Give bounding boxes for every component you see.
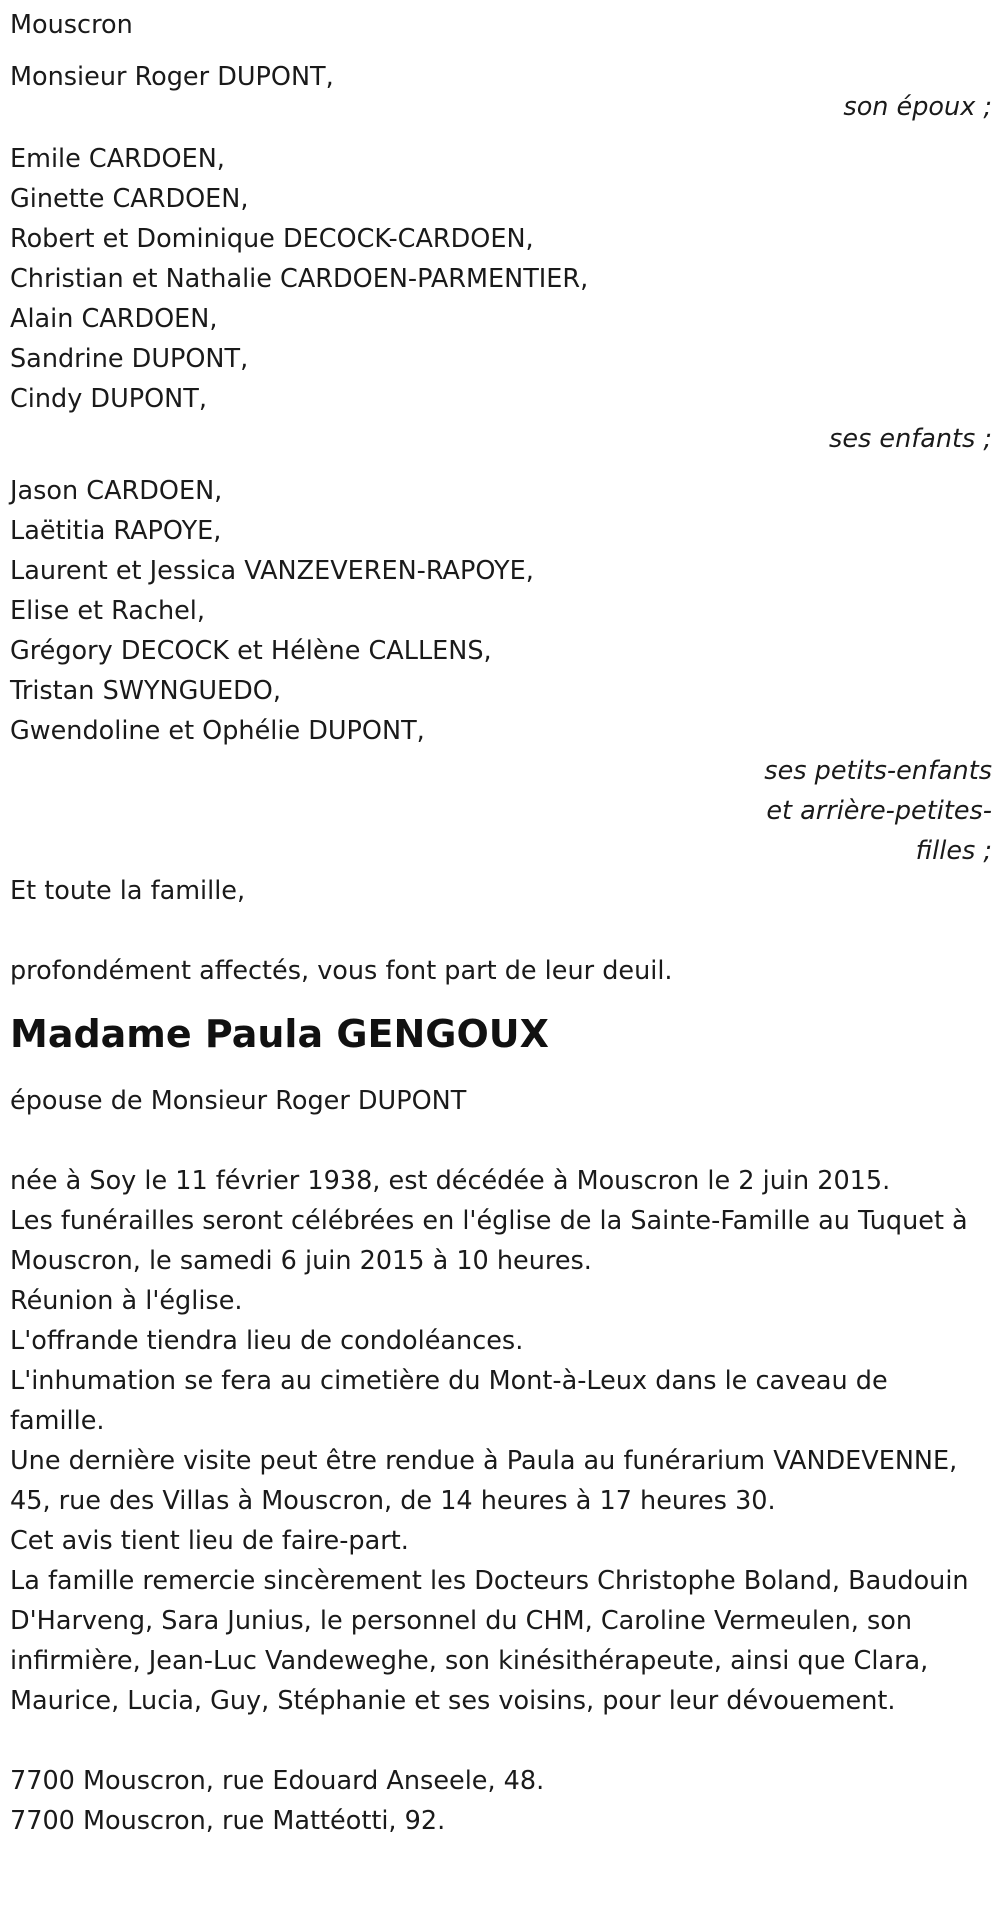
paragraph: Réunion à l'église.	[10, 1286, 243, 1316]
address: 7700 Mouscron, rue Mattéotti, 92.	[10, 1806, 446, 1836]
child-name: Cindy DUPONT,	[10, 384, 207, 414]
grandchild-name: Grégory DECOCK et Hélène CALLENS,	[10, 636, 492, 666]
grandchild-name: Elise et Rachel,	[10, 596, 205, 626]
addresses	[10, 1761, 992, 1841]
children-list	[10, 139, 992, 419]
location: Mouscron	[10, 10, 133, 40]
whole-family: Et toute la famille,	[10, 876, 246, 906]
paragraph: Les funérailles seront célébrées en l'église de la Sainte-Famille au Tuquet à Mouscron, le samedi 6 juin 2015 à 10 heures.	[10, 1206, 968, 1276]
obituary-text	[10, 5, 992, 1841]
grandchild-name: Tristan SWYNGUEDO,	[10, 676, 281, 706]
grandchildren-relation-line: filles ;	[915, 836, 992, 866]
children-relation: ses enfants ;	[829, 424, 992, 454]
spouse-name: Monsieur Roger DUPONT,	[10, 62, 334, 92]
deceased-name: Madame Paula GENGOUX	[10, 1012, 549, 1056]
grandchild-name: Gwendoline et Ophélie DUPONT,	[10, 716, 425, 746]
paragraph: Une dernière visite peut être rendue à Paula au funérarium VANDEVENNE, 45, rue des Villas à Mouscron, de 14 heures à 17 heures 30.	[10, 1446, 958, 1516]
paragraph: Cet avis tient lieu de faire-part.	[10, 1526, 409, 1556]
child-name: Ginette CARDOEN,	[10, 184, 249, 214]
spouse-relation: son époux ;	[843, 92, 992, 122]
grandchild-name: Jason CARDOEN,	[10, 476, 223, 506]
grandchildren-relation-line: ses petits-enfants	[764, 756, 992, 786]
spouse-of: épouse de Monsieur Roger DUPONT	[10, 1086, 467, 1116]
thanks-paragraph: La famille remercie sincèrement les Docteurs Christophe Boland, Baudouin D'Harveng, Sara Junius, le personnel du CHM, Caroline Vermeulen, son infirmière, Jean-Luc Vandeweghe, son kinésithérapeute, ainsi que Clara, Maurice, Lucia, Guy, Stéphanie et ses voisins, pour leur dévouement.	[10, 1566, 969, 1716]
child-name: Sandrine DUPONT,	[10, 344, 249, 374]
paragraph: L'offrande tiendra lieu de condoléances.	[10, 1326, 524, 1356]
funeral-details	[10, 1201, 992, 1721]
grandchild-name: Laurent et Jessica VANZEVEREN-RAPOYE,	[10, 556, 534, 586]
child-name: Robert et Dominique DECOCK-CARDOEN,	[10, 224, 534, 254]
announcement: profondément affectés, vous font part de leur deuil.	[10, 956, 673, 986]
address: 7700 Mouscron, rue Edouard Anseele, 48.	[10, 1766, 545, 1796]
grandchildren-relation	[10, 751, 992, 871]
child-name: Emile CARDOEN,	[10, 144, 225, 174]
grandchildren-list	[10, 471, 992, 751]
birth-death: née à Soy le 11 février 1938, est décédée à Mouscron le 2 juin 2015.	[10, 1166, 891, 1196]
grandchildren-relation-line: et arrière-petites-	[766, 796, 992, 826]
child-name: Christian et Nathalie CARDOEN-PARMENTIER,	[10, 264, 589, 294]
paragraph: L'inhumation se fera au cimetière du Mont-à-Leux dans le caveau de famille.	[10, 1366, 888, 1436]
grandchild-name: Laëtitia RAPOYE,	[10, 516, 222, 546]
child-name: Alain CARDOEN,	[10, 304, 218, 334]
